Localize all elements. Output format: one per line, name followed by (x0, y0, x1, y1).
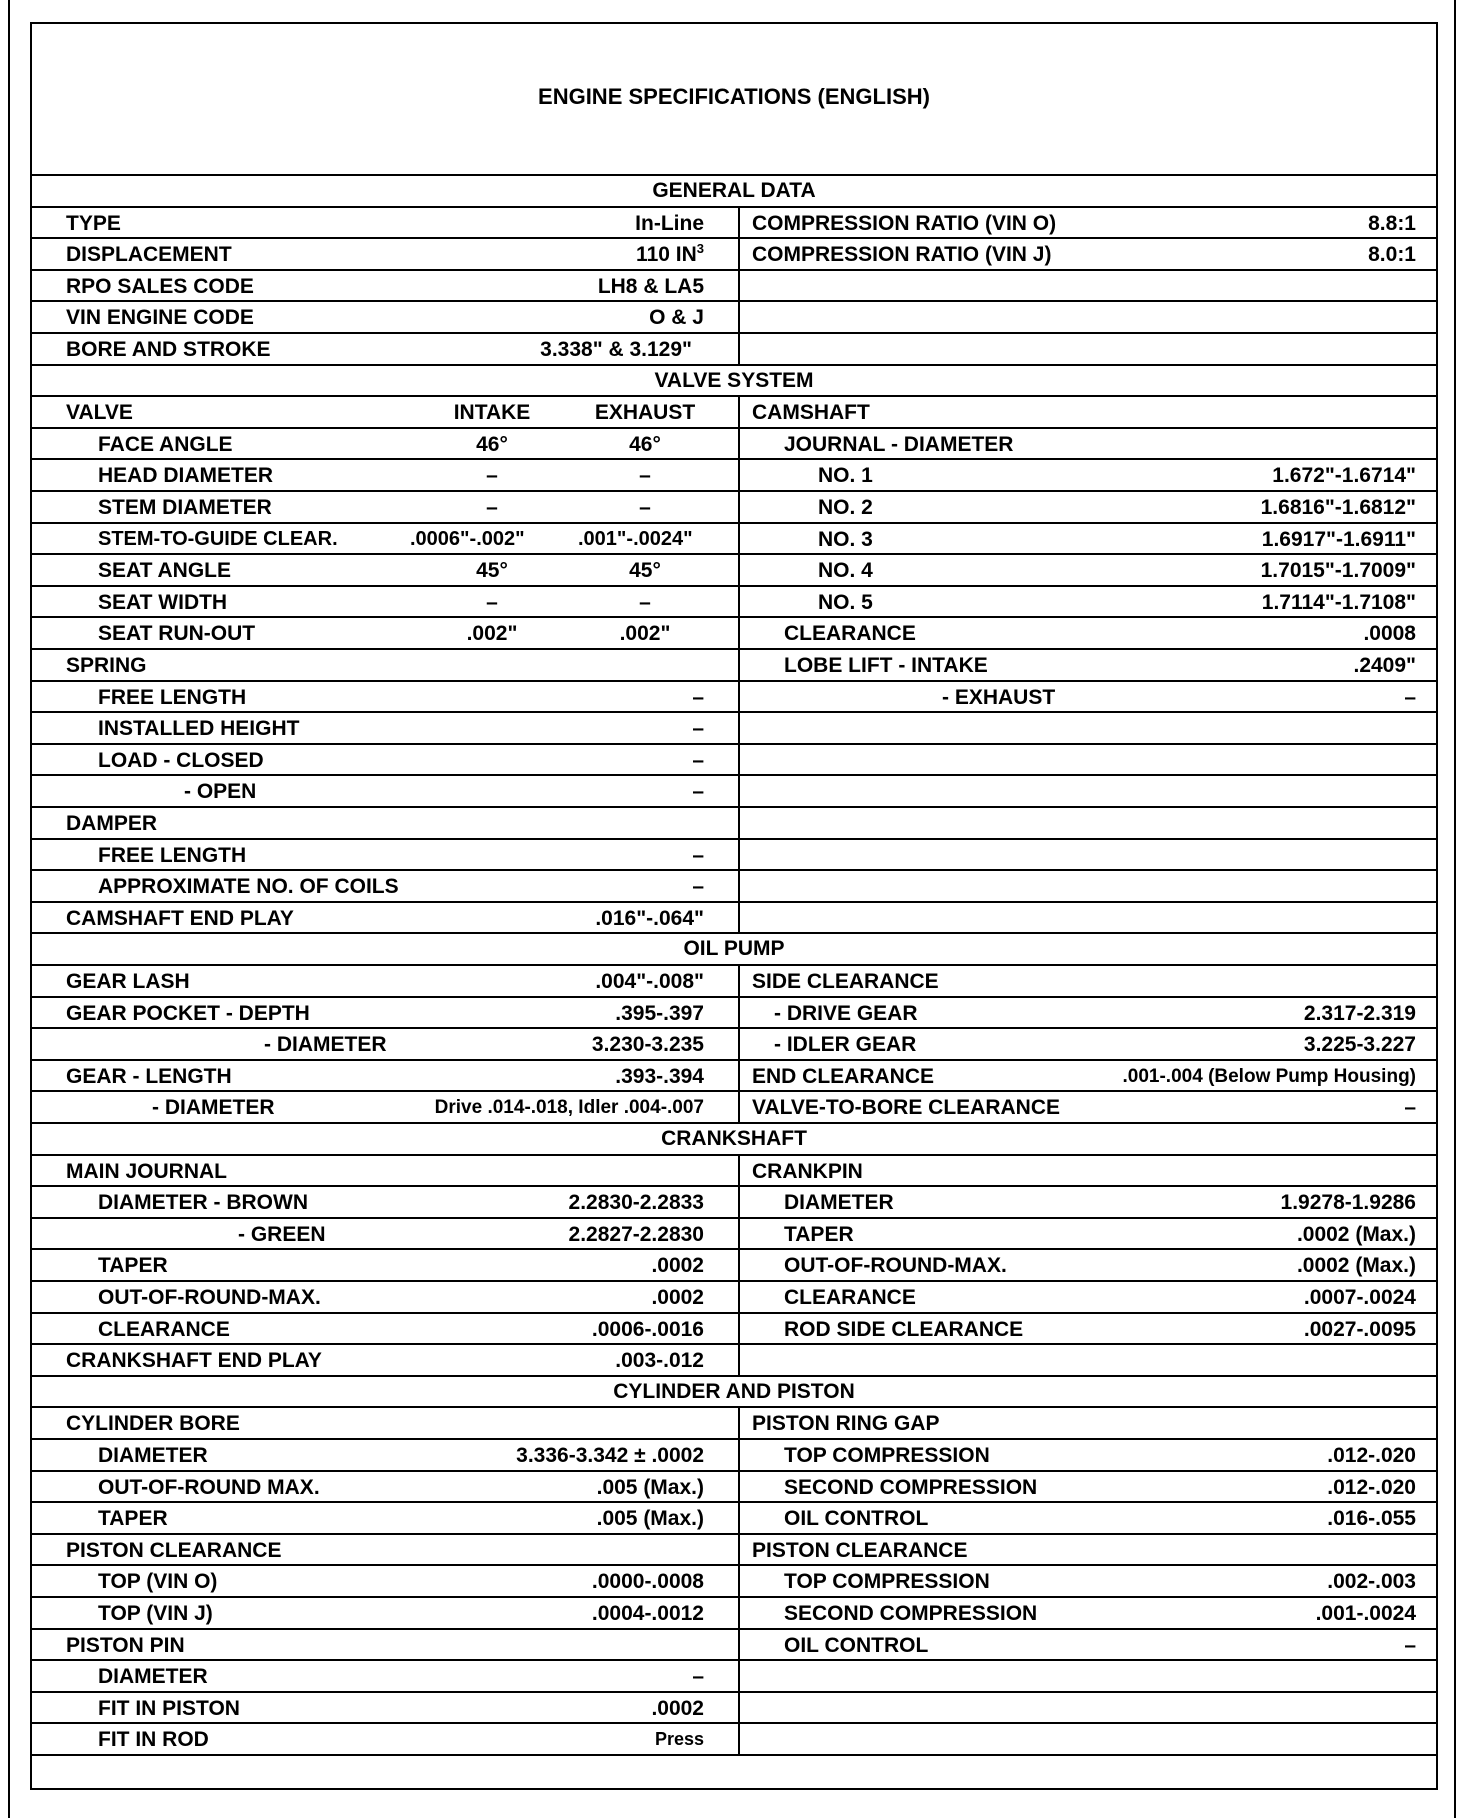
table-row (32, 1408, 1436, 1440)
label: - DIAMETER (152, 1096, 275, 1120)
label: OIL CONTROL (784, 1633, 929, 1657)
table-row (32, 1630, 1436, 1662)
label: CAMSHAFT END PLAY (66, 906, 294, 930)
value: In-Line (635, 211, 704, 235)
value: .001"-.0024" (578, 527, 693, 550)
value: .395-.397 (615, 1001, 704, 1025)
spec-sheet (8, 0, 1456, 1818)
table-row (32, 618, 1436, 650)
label: FREE LENGTH (98, 843, 247, 867)
value: .005 (Max.) (596, 1507, 704, 1531)
table-row (32, 492, 1436, 524)
label: NO. 2 (818, 496, 873, 519)
page-title: ENGINE SPECIFICATIONS (ENGLISH) (32, 24, 1436, 176)
table-row (32, 682, 1436, 714)
label: STEM DIAMETER (98, 496, 272, 519)
table-row (32, 903, 1436, 935)
value: .016"-.064" (595, 906, 704, 930)
label: CLEARANCE (784, 622, 916, 646)
value: 2.317-2.319 (1303, 1001, 1416, 1025)
label: NO. 5 (818, 590, 873, 614)
value: .0006-.0016 (591, 1317, 704, 1341)
section-general: GENERAL DATA (32, 176, 1436, 208)
column-header: EXHAUST (594, 401, 696, 425)
label: - DIAMETER (264, 1033, 387, 1057)
table-row (32, 1187, 1436, 1219)
label: GEAR LASH (66, 970, 190, 993)
value: – (692, 748, 704, 772)
value: – (639, 464, 651, 488)
label: - EXHAUST (942, 685, 1056, 709)
value: 1.7015"-1.7009" (1260, 559, 1416, 583)
label: GEAR POCKET - DEPTH (66, 1001, 310, 1025)
value: .0002 (651, 1286, 704, 1309)
label: CLEARANCE (98, 1317, 230, 1341)
label: NO. 3 (818, 527, 873, 551)
value: .393-.394 (615, 1064, 704, 1088)
table-row (32, 1661, 1436, 1693)
value: .002-.003 (1327, 1570, 1416, 1594)
value: .0002 (651, 1254, 704, 1278)
value: .016-.055 (1327, 1507, 1416, 1531)
value: 3.225-3.227 (1303, 1033, 1416, 1057)
label: END CLEARANCE (752, 1064, 935, 1088)
value: 2.2827-2.2830 (568, 1222, 704, 1246)
value: Drive .014-.018, Idler .004-.007 (434, 1097, 704, 1119)
label: CRANKPIN (752, 1159, 863, 1183)
label: TOP (VIN O) (98, 1570, 218, 1594)
label: OUT-OF-ROUND-MAX. (784, 1254, 1007, 1278)
section-oil-pump: OIL PUMP (32, 934, 1436, 966)
label: APPROXIMATE NO. OF COILS (98, 875, 399, 899)
table-row (32, 397, 1436, 429)
value: .005 (Max.) (596, 1475, 704, 1499)
label: TYPE (66, 211, 121, 235)
table-row (32, 745, 1436, 777)
table-row (32, 998, 1436, 1030)
table-row (32, 1440, 1436, 1472)
table-row (32, 650, 1436, 682)
label: TAPER (98, 1254, 168, 1278)
value: Press (654, 1729, 704, 1750)
value: .0007-.0024 (1303, 1286, 1416, 1309)
table-row (32, 239, 1436, 271)
value: – (1404, 685, 1416, 709)
table-row (32, 302, 1436, 334)
label: FREE LENGTH (98, 685, 247, 709)
label: JOURNAL - DIAMETER (784, 432, 1014, 456)
label: TOP COMPRESSION (784, 1570, 990, 1594)
label: ROD SIDE CLEARANCE (784, 1317, 1024, 1341)
value: – (692, 717, 704, 741)
table-row (32, 524, 1436, 556)
value: .012-.020 (1327, 1475, 1416, 1499)
section-valve: VALVE SYSTEM (32, 366, 1436, 398)
label: SECOND COMPRESSION (784, 1602, 1038, 1625)
value: .0002 (651, 1696, 704, 1720)
label: CLEARANCE (784, 1286, 916, 1309)
label: DISPLACEMENT (66, 243, 232, 267)
value: .001-.004 (Below Pump Housing) (1122, 1065, 1416, 1087)
label: SIDE CLEARANCE (752, 970, 939, 993)
value: – (692, 1665, 704, 1689)
label: INSTALLED HEIGHT (98, 717, 300, 741)
label: COMPRESSION RATIO (VIN O) (752, 211, 1057, 235)
value: .0027-.0095 (1303, 1317, 1416, 1341)
label: DIAMETER (98, 1665, 208, 1689)
value: – (639, 496, 651, 519)
value: .0000-.0008 (591, 1570, 704, 1594)
label: OUT-OF-ROUND-MAX. (98, 1286, 321, 1309)
label: DAMPER (66, 812, 158, 835)
label: SECOND COMPRESSION (784, 1475, 1038, 1499)
table-row (32, 1092, 1436, 1124)
table-row (32, 429, 1436, 461)
label: OUT-OF-ROUND MAX. (98, 1475, 320, 1499)
label: TOP (VIN J) (98, 1602, 213, 1625)
label: PISTON CLEARANCE (752, 1538, 968, 1562)
label: VALVE-TO-BORE CLEARANCE (752, 1096, 1061, 1120)
value: .0002 (Max.) (1296, 1254, 1416, 1278)
section-cylinder-piston: CYLINDER AND PISTON (32, 1377, 1436, 1409)
table-row (32, 460, 1436, 492)
table-row (32, 1219, 1436, 1251)
label: SPRING (66, 654, 147, 677)
value: 1.6917"-1.6911" (1261, 527, 1416, 551)
table-row (32, 1061, 1436, 1093)
label: MAIN JOURNAL (66, 1159, 227, 1183)
table-row (32, 271, 1436, 303)
label: NO. 1 (818, 464, 873, 488)
label: FACE ANGLE (98, 432, 233, 456)
label: VIN ENGINE CODE (66, 306, 254, 330)
label: DIAMETER (784, 1191, 894, 1215)
spec-frame (30, 22, 1438, 1790)
table-row (32, 1472, 1436, 1504)
label: LOAD - CLOSED (98, 748, 264, 772)
value: 3.336-3.342 ± .0002 (516, 1444, 704, 1467)
value: .0008 (1363, 622, 1416, 646)
label: PISTON CLEARANCE (66, 1538, 282, 1562)
label: - IDLER GEAR (774, 1033, 917, 1057)
table-row (32, 1535, 1436, 1567)
table-row (32, 587, 1436, 619)
table-row (32, 555, 1436, 587)
value: – (486, 590, 498, 614)
value: LH8 & LA5 (597, 274, 704, 298)
label: GEAR - LENGTH (66, 1064, 232, 1088)
label: BORE AND STROKE (66, 338, 271, 361)
table-row (32, 1156, 1436, 1188)
value: 110 $IN^3$ (636, 241, 704, 267)
label: COMPRESSION RATIO (VIN J) (752, 243, 1052, 267)
label: - GREEN (238, 1222, 326, 1246)
label: FIT IN PISTON (98, 1696, 240, 1720)
label: SEAT ANGLE (98, 559, 232, 583)
value: 46° (629, 432, 661, 456)
label: SEAT RUN-OUT (98, 622, 256, 646)
value: – (692, 685, 704, 709)
value: 8.0:1 (1368, 243, 1416, 267)
value: .002" (466, 622, 518, 646)
value: 3.230-3.235 (591, 1033, 704, 1057)
value: 45° (476, 559, 508, 583)
value: .0006"-.002" (410, 527, 525, 550)
label: PISTON PIN (66, 1633, 185, 1657)
value: – (692, 843, 704, 867)
table-row (32, 1693, 1436, 1725)
value: .2409" (1353, 654, 1416, 677)
value: .0002 (Max.) (1296, 1222, 1416, 1246)
label: STEM-TO-GUIDE CLEAR. (98, 527, 338, 550)
value: O & J (649, 306, 704, 330)
value: 1.9278-1.9286 (1280, 1191, 1416, 1215)
table-row (32, 1598, 1436, 1630)
value: .003-.012 (615, 1349, 704, 1373)
table-row (32, 1250, 1436, 1282)
table-row (32, 966, 1436, 998)
label: OIL CONTROL (784, 1507, 929, 1531)
label: VALVE (66, 401, 133, 425)
table-row (32, 776, 1436, 808)
value: – (639, 590, 651, 614)
table-row (32, 713, 1436, 745)
spec-table (32, 176, 1436, 1756)
table-row (32, 840, 1436, 872)
value: 1.672"-1.6714" (1272, 464, 1416, 488)
label: NO. 4 (818, 559, 873, 583)
label: CRANKSHAFT END PLAY (66, 1349, 322, 1373)
table-row (32, 871, 1436, 903)
footer-blank-row (32, 1752, 1436, 1788)
table-row (32, 208, 1436, 240)
column-header: INTAKE (453, 401, 531, 425)
value: .0004-.0012 (591, 1602, 704, 1625)
label: - DRIVE GEAR (774, 1001, 918, 1025)
table-row (32, 1314, 1436, 1346)
label: TAPER (784, 1222, 854, 1246)
value: 1.6816"-1.6812" (1260, 496, 1416, 519)
table-row (32, 1503, 1436, 1535)
table-row (32, 1282, 1436, 1314)
label: SEAT WIDTH (98, 590, 228, 614)
value: 1.7114"-1.7108" (1261, 590, 1416, 614)
label: - OPEN (184, 780, 257, 804)
value: – (486, 464, 498, 488)
section-crankshaft: CRANKSHAFT (32, 1124, 1436, 1156)
label: HEAD DIAMETER (98, 464, 274, 488)
table-row (32, 1029, 1436, 1061)
value: – (692, 875, 704, 899)
label: RPO SALES CODE (66, 274, 254, 298)
label: TOP COMPRESSION (784, 1444, 990, 1467)
value: 2.2830-2.2833 (568, 1191, 704, 1215)
table-row (32, 808, 1436, 840)
label: TAPER (98, 1507, 168, 1531)
value: – (692, 780, 704, 804)
label: DIAMETER (98, 1444, 208, 1467)
value: 46° (476, 432, 508, 456)
label: DIAMETER - BROWN (98, 1191, 308, 1215)
value: – (1404, 1633, 1416, 1657)
value: – (486, 496, 498, 519)
value: .012-.020 (1327, 1444, 1416, 1467)
value: – (1404, 1096, 1416, 1120)
value: 8.8:1 (1368, 211, 1416, 235)
label: LOBE LIFT - INTAKE (784, 654, 988, 677)
value: .002" (619, 622, 671, 646)
label: CAMSHAFT (752, 401, 870, 425)
value: .004"-.008" (595, 970, 704, 993)
value: .001-.0024 (1315, 1602, 1416, 1625)
label: PISTON RING GAP (752, 1412, 940, 1436)
value: 45° (629, 559, 661, 583)
value: 3.338" & 3.129" (540, 338, 692, 361)
label: FIT IN ROD (98, 1728, 209, 1752)
table-row (32, 1345, 1436, 1377)
label: CYLINDER BORE (66, 1412, 240, 1436)
table-row (32, 1566, 1436, 1598)
table-row (32, 334, 1436, 366)
